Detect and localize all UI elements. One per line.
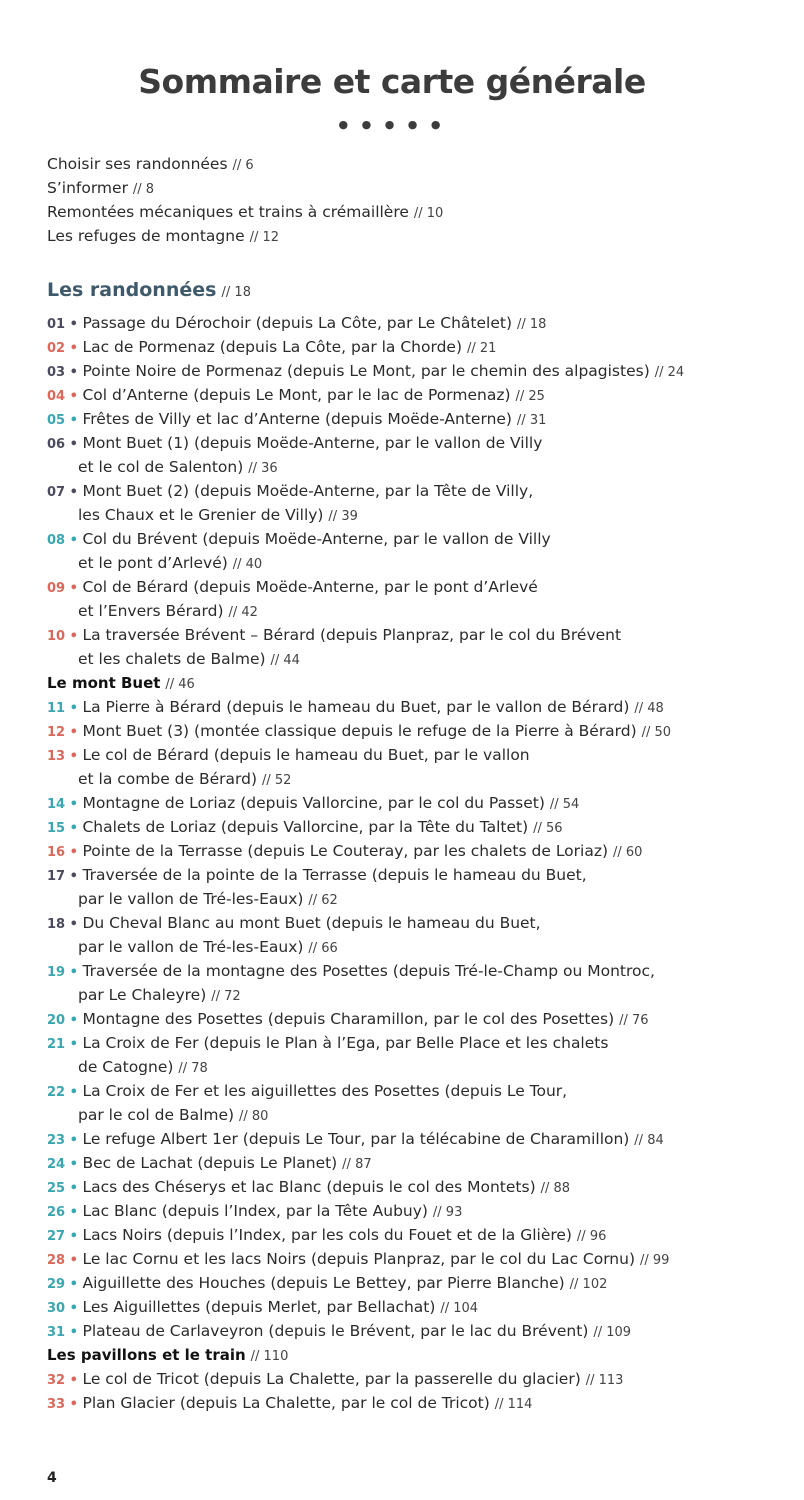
hike-number: 16 xyxy=(47,845,66,860)
hike-entry-continuation[interactable] xyxy=(47,599,792,623)
hike-page: // 62 xyxy=(308,893,338,908)
hike-entry[interactable] xyxy=(47,575,792,599)
hike-title: Du Cheval Blanc au mont Buet (depuis le hameau du Buet, xyxy=(82,914,541,932)
bullet-dot: • xyxy=(65,845,83,860)
bullet-dot: • xyxy=(65,1325,83,1340)
hike-entry[interactable] xyxy=(47,527,792,551)
hike-entry[interactable] xyxy=(47,383,792,407)
hike-entry[interactable] xyxy=(47,1199,792,1223)
hike-entry[interactable] xyxy=(47,1271,792,1295)
hike-entry[interactable] xyxy=(47,359,792,383)
hike-title: Le col de Tricot (depuis La Chalette, par la passerelle du glacier) xyxy=(82,1370,581,1388)
hike-title: Montagne de Loriaz (depuis Vallorcine, par le col du Passet) xyxy=(82,794,545,812)
hike-entry[interactable] xyxy=(47,1367,792,1391)
hike-entry[interactable] xyxy=(47,479,792,503)
hike-entry[interactable] xyxy=(47,1127,792,1151)
hike-title: Les Aiguillettes (depuis Merlet, par Bellachat) xyxy=(82,1298,436,1316)
intro-list xyxy=(47,152,443,248)
subsection-title: Les pavillons et le train xyxy=(47,1346,246,1364)
hike-number: 05 xyxy=(47,413,66,428)
hike-page: // 39 xyxy=(328,509,358,524)
hike-page: // 78 xyxy=(178,1061,208,1076)
hike-title: et l’Envers Bérard) xyxy=(78,602,224,620)
hike-title: Mont Buet (3) (montée classique depuis le refuge de la Pierre à Bérard) xyxy=(82,722,637,740)
hike-entry-continuation[interactable] xyxy=(47,1103,792,1127)
hike-number: 20 xyxy=(47,1013,66,1028)
hike-number: 29 xyxy=(47,1277,66,1292)
bullet-dot: • xyxy=(65,581,83,596)
hike-entry[interactable] xyxy=(47,1007,792,1031)
bullet-dot: • xyxy=(65,965,83,980)
intro-item-label: S’informer xyxy=(47,179,128,197)
hike-title: Col du Brévent (depuis Moëde-Anterne, par le vallon de Villy xyxy=(82,530,551,548)
hike-title: par le col de Balme) xyxy=(78,1106,235,1124)
hike-title: Col de Bérard (depuis Moëde-Anterne, par le pont d’Arlevé xyxy=(82,578,538,596)
hike-number: 14 xyxy=(47,797,66,812)
hike-number: 32 xyxy=(47,1373,66,1388)
hike-entry[interactable] xyxy=(47,335,792,359)
subsection-title: Le mont Buet xyxy=(47,674,161,692)
hike-entry[interactable] xyxy=(47,911,792,935)
bullet-dot: • xyxy=(65,389,83,404)
bullet-dot: • xyxy=(65,1085,83,1100)
hike-entry[interactable] xyxy=(47,695,792,719)
hike-entry[interactable] xyxy=(47,815,792,839)
intro-item[interactable] xyxy=(47,152,443,176)
hike-entry[interactable] xyxy=(47,1391,792,1415)
hike-page: // 50 xyxy=(641,725,672,740)
hike-title: Lacs des Chéserys et lac Blanc (depuis le col des Montets) xyxy=(82,1178,536,1196)
hike-title: La Croix de Fer et les aiguillettes des Posettes (depuis Le Tour, xyxy=(82,1082,568,1100)
hike-number: 07 xyxy=(47,485,66,500)
bullet-dot: • xyxy=(65,1037,83,1052)
bullet-dot: • xyxy=(65,1373,83,1388)
hike-title: par le vallon de Tré-les-Eaux) xyxy=(78,938,304,956)
hike-number: 11 xyxy=(47,701,66,716)
hike-title: Montagne des Posettes (depuis Charamillon, par le col des Posettes) xyxy=(82,1010,615,1028)
hike-entry[interactable] xyxy=(47,839,792,863)
hike-title: Pointe de la Terrasse (depuis Le Couteray, par les chalets de Loriaz) xyxy=(82,842,609,860)
section-page: // 18 xyxy=(221,285,251,300)
bullet-dot: • xyxy=(65,917,83,932)
hike-page: // 25 xyxy=(515,389,545,404)
hike-page: // 44 xyxy=(270,653,300,668)
hike-title: Le lac Cornu et les lacs Noirs (depuis Planpraz, par le col du Lac Cornu) xyxy=(82,1250,635,1268)
hike-title: les Chaux et le Grenier de Villy) xyxy=(78,506,324,524)
hike-number: 33 xyxy=(47,1397,66,1412)
hike-title: Col d’Anterne (depuis Le Mont, par le lac de Pormenaz) xyxy=(82,386,511,404)
intro-item-page: // 10 xyxy=(413,206,444,221)
hike-entry[interactable] xyxy=(47,959,792,983)
hike-entry-continuation[interactable] xyxy=(47,1055,792,1079)
intro-item-page: // 12 xyxy=(249,230,279,245)
hike-title: Traversée de la pointe de la Terrasse (depuis le hameau du Buet, xyxy=(82,866,587,884)
hike-title: Passage du Dérochoir (depuis La Côte, par Le Châtelet) xyxy=(82,314,512,332)
hike-entry[interactable] xyxy=(47,1319,792,1343)
hike-page: // 88 xyxy=(540,1181,570,1196)
hike-number: 21 xyxy=(47,1037,66,1052)
hike-page: // 21 xyxy=(466,341,497,356)
hike-page: // 18 xyxy=(516,317,547,332)
hike-page: // 48 xyxy=(634,701,664,716)
hike-number: 15 xyxy=(47,821,66,836)
hike-title: Le col de Bérard (depuis le hameau du Buet, par le vallon xyxy=(82,746,530,764)
hike-number: 23 xyxy=(47,1133,66,1148)
bullet-dot: • xyxy=(65,365,83,380)
hike-page: // 87 xyxy=(342,1157,372,1172)
page-number: 4 xyxy=(47,1470,57,1486)
hike-title: La Croix de Fer (depuis le Plan à l’Ega, par Belle Place et les chalets xyxy=(82,1034,609,1052)
hike-entry-continuation[interactable] xyxy=(47,983,792,1007)
intro-item-page: // 8 xyxy=(132,182,155,197)
section-title: Les randonnées xyxy=(47,279,217,301)
bullet-dot: • xyxy=(65,869,83,884)
hike-entry-continuation[interactable] xyxy=(47,935,792,959)
hike-entry[interactable] xyxy=(47,1223,792,1247)
hike-title: Chalets de Loriaz (depuis Vallorcine, par la Tête du Taltet) xyxy=(82,818,529,836)
hike-title: Lac de Pormenaz (depuis La Côte, par la Chorde) xyxy=(82,338,462,356)
hike-number: 06 xyxy=(47,437,66,452)
hike-page: // 80 xyxy=(239,1109,269,1124)
hike-title: par le vallon de Tré-les-Eaux) xyxy=(78,890,304,908)
bullet-dot: • xyxy=(65,629,83,644)
hike-entry[interactable] xyxy=(47,1079,792,1103)
hike-page: // 72 xyxy=(211,989,241,1004)
hike-title: de Catogne) xyxy=(78,1058,174,1076)
hike-page: // 99 xyxy=(639,1253,670,1268)
hike-number: 02 xyxy=(47,341,66,356)
hike-entry[interactable] xyxy=(47,863,792,887)
intro-item-label: Choisir ses randonnées xyxy=(47,155,228,173)
hike-number: 09 xyxy=(47,581,66,596)
hike-title: par Le Chaleyre) xyxy=(78,986,207,1004)
hike-number: 24 xyxy=(47,1157,66,1172)
title-ornament-dots: ● ● ● ● ● xyxy=(338,118,446,131)
hike-page: // 84 xyxy=(634,1133,664,1148)
hike-entry[interactable] xyxy=(47,407,792,431)
hike-entry-continuation[interactable] xyxy=(47,551,792,575)
hike-number: 19 xyxy=(47,965,66,980)
hike-number: 31 xyxy=(47,1325,66,1340)
hike-page: // 93 xyxy=(432,1205,463,1220)
intro-item[interactable] xyxy=(47,176,443,200)
bullet-dot: • xyxy=(65,1229,83,1244)
hike-number: 01 xyxy=(47,317,66,332)
bullet-dot: • xyxy=(65,725,83,740)
hike-page: // 104 xyxy=(440,1301,479,1316)
hike-number: 13 xyxy=(47,749,66,764)
bullet-dot: • xyxy=(65,485,83,500)
bullet-dot: • xyxy=(65,1181,83,1196)
hike-number: 12 xyxy=(47,725,66,740)
hike-title: Pointe Noire de Pormenaz (depuis Le Mont, par le chemin des alpagistes) xyxy=(82,362,650,380)
subsection-page: // 110 xyxy=(250,1349,289,1364)
hike-title: Le refuge Albert 1er (depuis Le Tour, par la télécabine de Charamillon) xyxy=(82,1130,630,1148)
hike-entry-continuation[interactable] xyxy=(47,647,792,671)
hike-entry[interactable] xyxy=(47,719,792,743)
subsection-heading[interactable] xyxy=(47,671,792,695)
intro-item-label: Les refuges de montagne xyxy=(47,227,245,245)
hike-entry[interactable] xyxy=(47,311,792,335)
hike-page: // 96 xyxy=(576,1229,607,1244)
section-heading[interactable] xyxy=(47,275,251,305)
hikes-list xyxy=(47,311,792,1415)
bullet-dot: • xyxy=(65,1013,83,1028)
hike-entry[interactable] xyxy=(47,743,792,767)
bullet-dot: • xyxy=(65,317,83,332)
hike-entry[interactable] xyxy=(47,1175,792,1199)
hike-title: Mont Buet (1) (depuis Moëde-Anterne, par le vallon de Villy xyxy=(82,434,543,452)
bullet-dot: • xyxy=(65,1301,83,1316)
hike-number: 04 xyxy=(47,389,66,404)
hike-page: // 42 xyxy=(228,605,258,620)
bullet-dot: • xyxy=(65,821,83,836)
hike-page: // 36 xyxy=(248,461,278,476)
bullet-dot: • xyxy=(65,749,83,764)
intro-item[interactable] xyxy=(47,224,443,248)
bullet-dot: • xyxy=(65,797,83,812)
hike-title: Plan Glacier (depuis La Chalette, par le col de Tricot) xyxy=(82,1394,490,1412)
hike-title: Lac Blanc (depuis l’Index, par la Tête Aubuy) xyxy=(82,1202,428,1220)
bullet-dot: • xyxy=(65,413,83,428)
bullet-dot: • xyxy=(65,437,83,452)
page-title: Sommaire et carte générale xyxy=(138,62,646,101)
hike-number: 26 xyxy=(47,1205,66,1220)
bullet-dot: • xyxy=(65,1397,83,1412)
hike-title: Frêtes de Villy et lac d’Anterne (depuis Moëde-Anterne) xyxy=(82,410,512,428)
bullet-dot: • xyxy=(65,1205,83,1220)
hike-number: 30 xyxy=(47,1301,66,1316)
hike-page: // 113 xyxy=(585,1373,624,1388)
hike-title: Lacs Noirs (depuis l’Index, par les cols du Fouet et de la Glière) xyxy=(82,1226,572,1244)
hike-page: // 31 xyxy=(516,413,547,428)
hike-page: // 109 xyxy=(593,1325,632,1340)
intro-item-page: // 6 xyxy=(232,158,254,173)
hike-page: // 56 xyxy=(533,821,563,836)
bullet-dot: • xyxy=(65,533,83,548)
hike-page: // 52 xyxy=(261,773,292,788)
hike-title: Bec de Lachat (depuis Le Planet) xyxy=(82,1154,338,1172)
hike-number: 18 xyxy=(47,917,66,932)
bullet-dot: • xyxy=(65,1277,83,1292)
bullet-dot: • xyxy=(65,341,83,356)
hike-entry-continuation[interactable] xyxy=(47,455,792,479)
hike-title: Mont Buet (2) (depuis Moëde-Anterne, par la Tête de Villy, xyxy=(82,482,534,500)
hike-entry-continuation[interactable] xyxy=(47,887,792,911)
hike-entry[interactable] xyxy=(47,1031,792,1055)
hike-number: 10 xyxy=(47,629,66,644)
hike-page: // 54 xyxy=(549,797,580,812)
hike-title: La Pierre à Bérard (depuis le hameau du Buet, par le vallon de Bérard) xyxy=(82,698,630,716)
hike-title: et le pont d’Arlevé) xyxy=(78,554,228,572)
hike-number: 27 xyxy=(47,1229,66,1244)
subsection-page: // 46 xyxy=(165,677,195,692)
bullet-dot: • xyxy=(65,1253,83,1268)
hike-page: // 60 xyxy=(612,845,643,860)
hike-number: 22 xyxy=(47,1085,66,1100)
hike-page: // 66 xyxy=(308,941,338,956)
subsection-heading[interactable] xyxy=(47,1343,792,1367)
hike-title: et la combe de Bérard) xyxy=(78,770,258,788)
bullet-dot: • xyxy=(65,701,83,716)
hike-title: La traversée Brévent – Bérard (depuis Planpraz, par le col du Brévent xyxy=(82,626,622,644)
hike-number: 28 xyxy=(47,1253,66,1268)
hike-entry[interactable] xyxy=(47,623,792,647)
hike-page: // 24 xyxy=(654,365,685,380)
hike-number: 03 xyxy=(47,365,66,380)
intro-item-label: Remontées mécaniques et trains à crémaillère xyxy=(47,203,409,221)
hike-page: // 76 xyxy=(619,1013,649,1028)
hike-entry[interactable] xyxy=(47,1295,792,1319)
hike-title: Aiguillette des Houches (depuis Le Bettey, par Pierre Blanche) xyxy=(82,1274,565,1292)
intro-item[interactable] xyxy=(47,200,443,224)
hike-number: 25 xyxy=(47,1181,66,1196)
bullet-dot: • xyxy=(65,1157,83,1172)
hike-entry-continuation[interactable] xyxy=(47,503,792,527)
hike-entry[interactable] xyxy=(47,1247,792,1271)
hike-entry[interactable] xyxy=(47,791,792,815)
hike-entry[interactable] xyxy=(47,1151,792,1175)
bullet-dot: • xyxy=(65,1133,83,1148)
hike-title: Plateau de Carlaveyron (depuis le Brévent, par le lac du Brévent) xyxy=(82,1322,589,1340)
hike-page: // 40 xyxy=(232,557,263,572)
hike-number: 17 xyxy=(47,869,66,884)
hike-page: // 114 xyxy=(494,1397,533,1412)
hike-entry-continuation[interactable] xyxy=(47,767,792,791)
hike-title: et les chalets de Balme) xyxy=(78,650,266,668)
hike-title: Traversée de la montagne des Posettes (depuis Tré-le-Champ ou Montroc, xyxy=(82,962,655,980)
hike-entry[interactable] xyxy=(47,431,792,455)
hike-title: et le col de Salenton) xyxy=(78,458,244,476)
hike-page: // 102 xyxy=(569,1277,608,1292)
hike-number: 08 xyxy=(47,533,66,548)
